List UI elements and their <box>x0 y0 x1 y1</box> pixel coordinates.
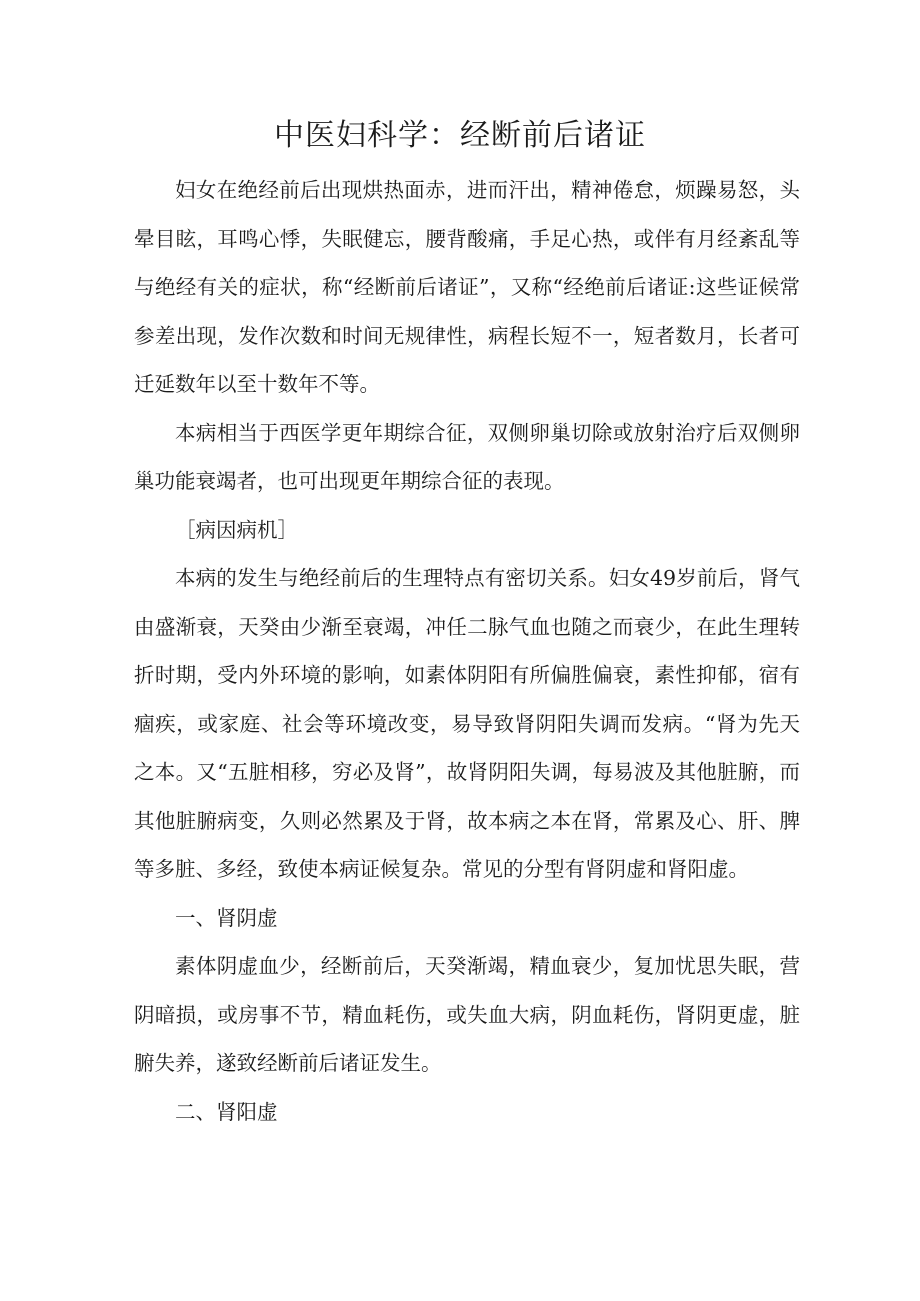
section-heading-kidney-yin-deficiency: 一、肾阴虚 <box>175 905 278 930</box>
paragraph-kidney-yin-deficiency: 素体阴虚血少，经断前后，天癸渐竭，精血衰少，复加忧思失眠，营阴暗损，或房事不节，精血耗伤，或失血大病，阴血耗伤，肾阴更虚，脏腑失养，遂致经断前后诸证发生。 <box>134 954 800 1075</box>
document-title: 中医妇科学：经断前后诸证 <box>274 118 646 153</box>
paragraph-definition: 妇女在绝经前后出现烘热面赤，进而汗出，精神倦怠，烦躁易怒，头晕目眩，耳鸣心悸，失眠健忘，腰背酸痛，手足心热，或伴有月经紊乱等与绝经有关的症状，称“经断前后诸证”，又称“经绝前后诸证:这些证候常参差出现，发作次数和时间无规律性，病程长短不一，短者数月，长者可迁延数年以至十数年不等。 <box>134 178 800 396</box>
section-heading-kidney-yang-deficiency: 二、肾阳虚 <box>175 1099 278 1124</box>
paragraph-western-equivalent: 本病相当于西医学更年期综合征，双侧卵巢切除或放射治疗后双侧卵巢功能衰竭者，也可出现更年期综合征的表现。 <box>134 420 800 493</box>
section-heading-etiology: ［病因病机］ <box>175 517 298 542</box>
paragraph-etiology: 本病的发生与绝经前后的生理特点有密切关系。妇女49岁前后，肾气由盛渐衰，天癸由少渐至衰竭，冲任二脉气血也随之而衰少，在此生理转折时期，受内外环境的影响，如素体阴阳有所偏胜偏衰，素性抑郁，宿有痼疾，或家庭、社会等环境改变，易导致肾阴阳失调而发病。“肾为先天之本。又“五脏相移，穷必及肾”，故肾阴阳失调，每易波及其他脏腑，而其他脏腑病变，久则必然累及于肾，故本病之本在肾，常累及心、肝、脾等多脏、多经，致使本病证候复杂。常见的分型有肾阴虚和肾阳虚。 <box>134 566 800 881</box>
document-body <box>134 166 800 1136</box>
